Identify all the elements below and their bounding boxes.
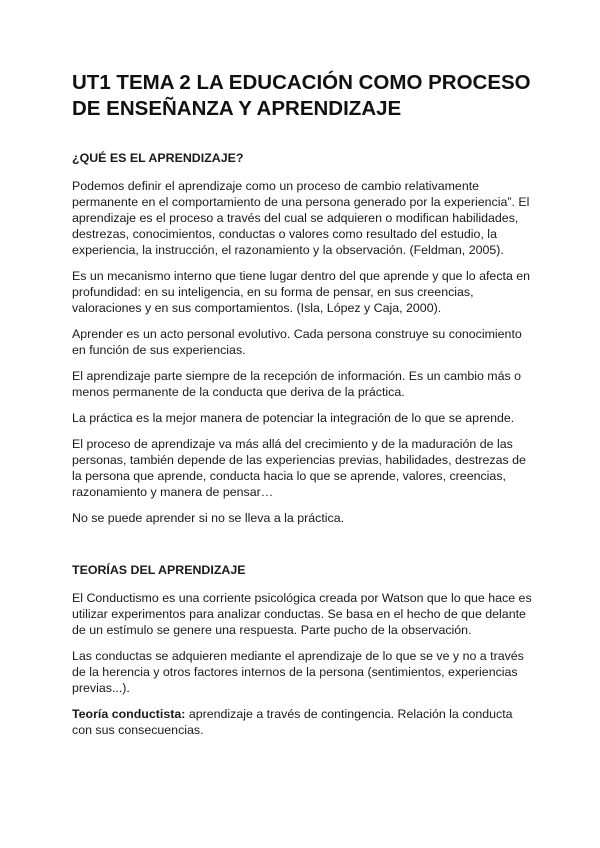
- paragraph: No se puede aprender si no se lleva a la práctica.: [72, 511, 345, 525]
- section-heading: TEORÍAS DEL APRENDIZAJE: [72, 563, 246, 577]
- paragraph: El proceso de aprendizaje va más allá del crecimiento y de la maduración de las personas, también depende de las experiencias previas, habilidades, destrezas de la persona que aprende, conducta hacia lo que se aprende, valores, creencias, razonamiento y manera de pensar…: [72, 437, 526, 499]
- document-page: [72, 70, 532, 748]
- section-teorias-aprendizaje: [72, 562, 532, 738]
- paragraph: Es un mecanismo interno que tiene lugar dentro del que aprende y que lo afecta en profundidad: en su inteligencia, en su forma de pensar, en sus creencias, valoraciones y en sus comportamientos. (Isla, López y Caja, 2000).: [72, 269, 531, 315]
- definition-paragraph: [72, 706, 532, 738]
- document-title: UT1 TEMA 2 LA EDUCACIÓN COMO PROCESO DE ENSEÑANZA Y APRENDIZAJE: [72, 71, 531, 120]
- paragraph: El aprendizaje parte siempre de la recepción de información. Es un cambio más o menos permanente de la conducta que deriva de la práctica.: [72, 369, 522, 399]
- section-spacer: [72, 536, 532, 562]
- paragraph: Podemos definir el aprendizaje como un proceso de cambio relativamente permanente en el comportamiento de una persona generado por la experiencia”. El aprendizaje es el proceso a través del cual se adquieren o modifican habilidades, destrezas, conocimientos, conductas o valores como resultado del estudio, la experiencia, la instrucción, el razonamiento y la observación. (Feldman, 2005).: [72, 179, 530, 257]
- definition-term: Teoría conductista:: [72, 707, 186, 721]
- paragraph: El Conductismo es una corriente psicológica creada por Watson que lo que hace es utilizar experimentos para analizar conductas. Se basa en el hecho de que delante de un estímulo se genere una respuesta. Parte pucho de la observación.: [72, 591, 532, 637]
- paragraph: Las conductas se adquieren mediante el aprendizaje de lo que se ve y no a través de la herencia y otros factores internos de la persona (sentimientos, experiencias previas...).: [72, 649, 524, 695]
- definition-text: aprendizaje a través de contingencia. Relación la conducta con sus consecuencias.: [72, 707, 513, 737]
- section-que-es-aprendizaje: [72, 150, 532, 526]
- section-heading: ¿QUÉ ES EL APRENDIZAJE?: [72, 151, 244, 165]
- paragraph: Aprender es un acto personal evolutivo. Cada persona construye su conocimiento en función de sus experiencias.: [72, 327, 522, 357]
- paragraph: La práctica es la mejor manera de potenciar la integración de lo que se aprende.: [72, 411, 515, 425]
